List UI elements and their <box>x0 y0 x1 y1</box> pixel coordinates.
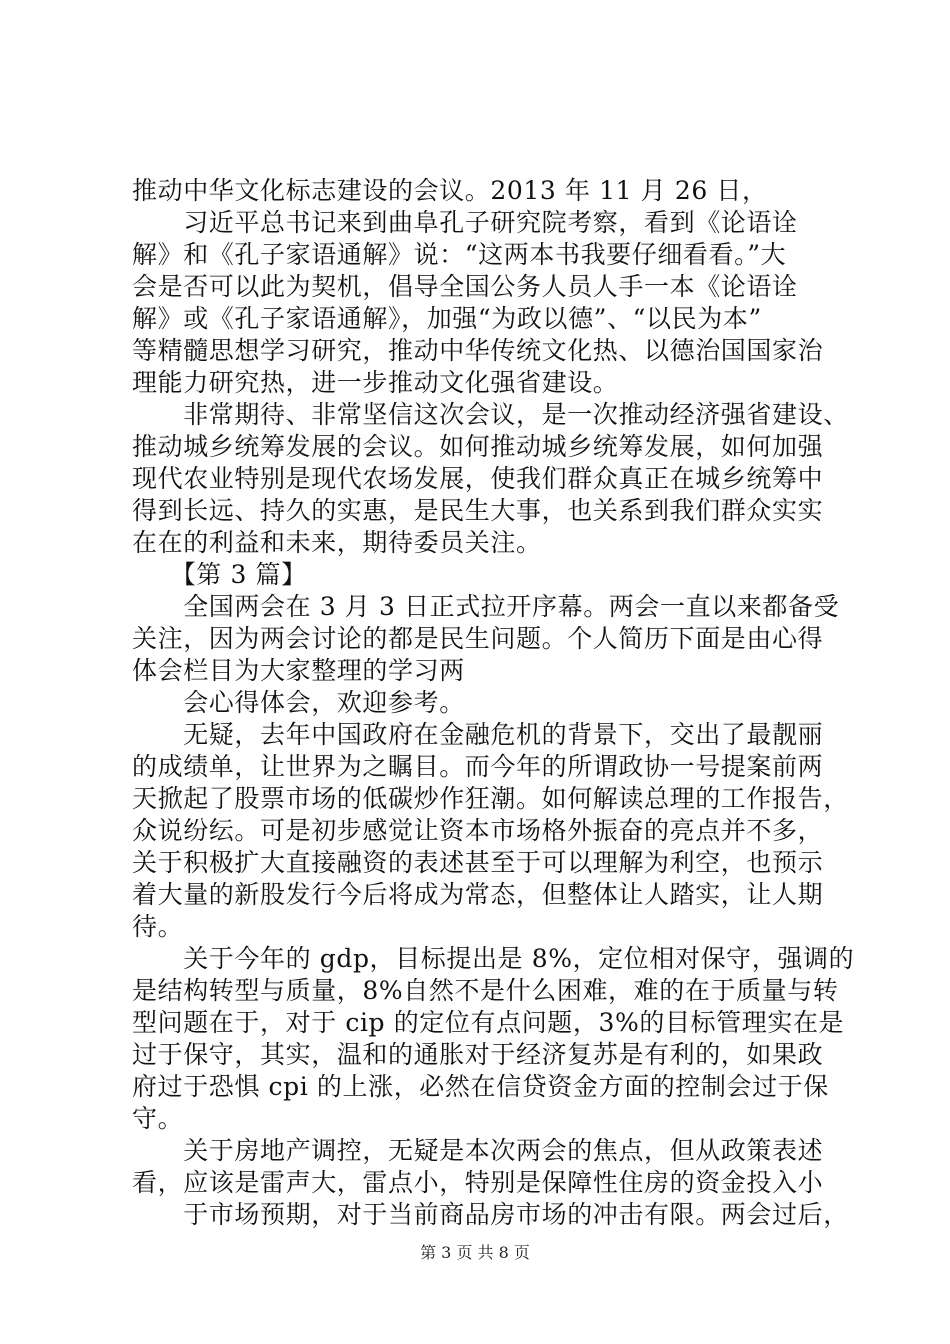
text-line: 天掀起了股票市场的低碳炒作狂潮。如何解读总理的工作报告， <box>132 784 849 813</box>
page-footer: 第 3 页 共 8 页 <box>420 1243 530 1262</box>
text-line: 型问题在于，对于 cip 的定位有点问题，3%的目标管理实在是 <box>132 1008 845 1037</box>
text-line: 是结构转型与质量，8%自然不是什么困难，难的在于质量与转 <box>132 976 839 1005</box>
text-line: 在在的利益和未来，期待委员关注。 <box>132 528 542 557</box>
text-line: 体会栏目为大家整理的学习两 <box>132 656 465 685</box>
text-line: 解》或《孔子家语通解》，加强“为政以德”、“以民为本” <box>132 304 762 333</box>
text-line: 着大量的新股发行今后将成为常态，但整体让人踏实，让人期 <box>132 880 824 909</box>
text-line: 习近平总书记来到曲阜孔子研究院考察，看到《论语诠 <box>132 208 798 237</box>
text-line: 现代农业特别是现代农场发展，使我们群众真正在城乡统筹中 <box>132 464 824 493</box>
section-heading: 【第 3 篇】 <box>132 560 307 589</box>
text-line: 推动城乡统筹发展的会议。如何推动城乡统筹发展，如何加强 <box>132 432 824 461</box>
text-line: 解》和《孔子家语通解》说：“这两本书我要仔细看看。”大 <box>132 240 787 269</box>
text-line: 无疑，去年中国政府在金融危机的背景下，交出了最靓丽 <box>132 720 824 749</box>
text-line: 的成绩单，让世界为之瞩目。而今年的所谓政协一号提案前两 <box>132 752 824 781</box>
text-line: 推动中华文化标志建设的会议。2013 年 11 月 26 日， <box>132 176 768 205</box>
text-line: 会是否可以此为契机，倡导全国公务人员人手一本《论语诠 <box>132 272 798 301</box>
text-line: 待。 <box>132 912 184 941</box>
text-line: 全国两会在 3 月 3 日正式拉开序幕。两会一直以来都备受 <box>132 592 840 621</box>
text-line: 过于保守，其实，温和的通胀对于经济复苏是有利的，如果政 <box>132 1040 824 1069</box>
text-line: 得到长远、持久的实惠，是民生大事，也关系到我们群众实实 <box>132 496 824 525</box>
text-line: 关注，因为两会讨论的都是民生问题。个人简历下面是由心得 <box>132 624 824 653</box>
text-line: 关于积极扩大直接融资的表述甚至于可以理解为利空，也预示 <box>132 848 824 877</box>
text-line: 理能力研究热，进一步推动文化强省建设。 <box>132 368 619 397</box>
text-line: 非常期待、非常坚信这次会议，是一次推动经济强省建设、 <box>132 400 849 429</box>
text-line: 看，应该是雷声大，雷点小，特别是保障性住房的资金投入小 <box>132 1168 824 1197</box>
text-line: 于市场预期，对于当前商品房市场的冲击有限。两会过后， <box>132 1200 849 1229</box>
text-line: 众说纷纭。可是初步感觉让资本市场格外振奋的亮点并不多， <box>132 816 824 845</box>
text-line: 关于房地产调控，无疑是本次两会的焦点，但从政策表述 <box>132 1136 824 1165</box>
text-line: 关于今年的 gdp，目标提出是 8%，定位相对保守，强调的 <box>132 944 855 973</box>
text-line: 会心得体会，欢迎参考。 <box>132 688 465 717</box>
text-line: 等精髓思想学习研究，推动中华传统文化热、以德治国国家治 <box>132 336 824 365</box>
text-line: 守。 <box>132 1104 184 1133</box>
text-line: 府过于恐惧 cpi 的上涨，必然在信贷资金方面的控制会过于保 <box>132 1072 829 1101</box>
